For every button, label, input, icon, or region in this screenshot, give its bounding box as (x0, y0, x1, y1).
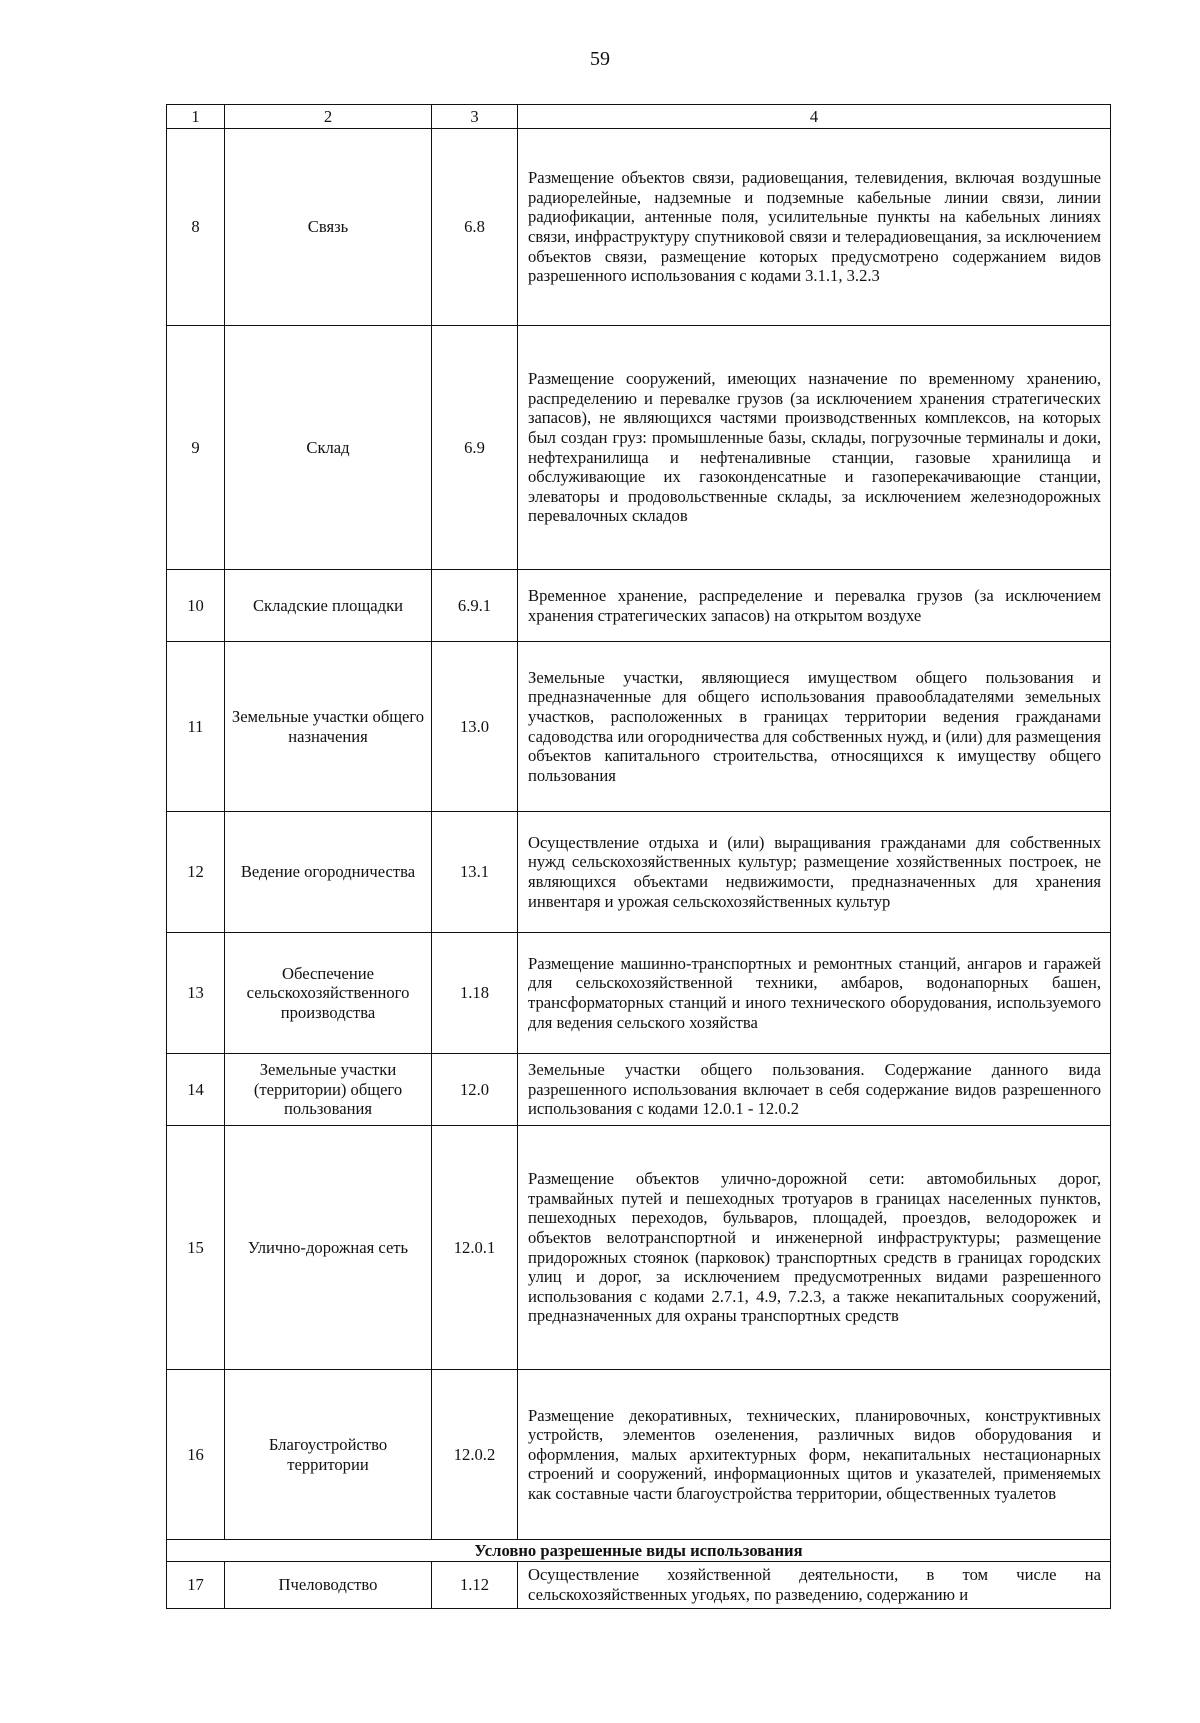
column-number-row (167, 105, 1111, 129)
table-row (167, 1126, 1111, 1370)
row-number: 14 (167, 1054, 225, 1126)
row-number: 15 (167, 1126, 225, 1370)
use-type-description: Временное хранение, распределение и перевалка грузов (за исключением хранения стратегических запасов) на открытом воздухе (518, 570, 1111, 642)
row-number: 10 (167, 570, 225, 642)
section-title: Условно разрешенные виды использования (167, 1540, 1111, 1562)
row-number: 16 (167, 1370, 225, 1540)
use-type-code: 6.9 (432, 326, 518, 570)
use-type-description: Размещение декоративных, технических, планировочных, конструктивных устройств, элементов озеленения, различных видов оборудования и оформления, малых архитектурных форм, некапитальных нестационарных строений и сооружений, информационных щитов и указателей, применяемых как составные части благоустройства территории, общественных туалетов (518, 1370, 1111, 1540)
section-row (167, 1540, 1111, 1562)
use-type-code: 6.8 (432, 129, 518, 326)
use-type-name: Ведение огородничества (225, 812, 432, 933)
table-row (167, 1370, 1111, 1540)
row-number: 11 (167, 642, 225, 812)
row-number: 12 (167, 812, 225, 933)
use-type-name: Склад (225, 326, 432, 570)
column-number: 4 (518, 105, 1111, 129)
table-row (167, 933, 1111, 1054)
use-type-description: Размещение объектов связи, радиовещания, телевидения, включая воздушные радиорелейные, надземные и подземные кабельные линии связи, линии радиофикации, антенные поля, усилительные пункты на кабельных линиях связи, инфраструктуру спутниковой связи и телерадиовещания, за исключением объектов связи, размещение которых предусмотрено содержанием видов разрешенного использования с кодами 3.1.1, 3.2.3 (518, 129, 1111, 326)
row-number: 8 (167, 129, 225, 326)
table-row (167, 129, 1111, 326)
use-type-code: 13.0 (432, 642, 518, 812)
use-type-name: Улично-дорожная сеть (225, 1126, 432, 1370)
table-row (167, 326, 1111, 570)
use-type-code: 12.0.2 (432, 1370, 518, 1540)
column-number: 3 (432, 105, 518, 129)
table-row (167, 1562, 1111, 1609)
page-number: 59 (590, 48, 610, 70)
use-type-code: 1.12 (432, 1562, 518, 1609)
row-number: 9 (167, 326, 225, 570)
column-number: 2 (225, 105, 432, 129)
use-type-name: Земельные участки (территории) общего пользования (225, 1054, 432, 1126)
land-use-table (166, 104, 1111, 1609)
table-row (167, 1054, 1111, 1126)
use-type-description: Размещение сооружений, имеющих назначение по временному хранению, распределению и перевалке грузов (за исключением хранения стратегических запасов), не являющихся частями производственных комплексов, на которых был создан груз: промышленные базы, склады, погрузочные терминалы и доки, нефтехранилища и нефтеналивные станции, газовые хранилища и обслуживающие их газоконденсатные и газоперекачивающие станции, элеваторы и продовольственные склады, за исключением железнодорожных перевалочных складов (518, 326, 1111, 570)
use-type-code: 12.0.1 (432, 1126, 518, 1370)
row-number: 17 (167, 1562, 225, 1609)
use-type-code: 6.9.1 (432, 570, 518, 642)
row-number: 13 (167, 933, 225, 1054)
use-type-description: Осуществление хозяйственной деятельности, в том числе на сельскохозяйственных угодьях, по разведению, содержанию и (518, 1562, 1111, 1609)
use-type-name: Пчеловодство (225, 1562, 432, 1609)
use-type-description: Размещение объектов улично-дорожной сети: автомобильных дорог, трамвайных путей и пешеходных тротуаров в границах населенных пунктов, пешеходных переходов, бульваров, площадей, проездов, велодорожек и объектов велотранспортной и инженерной инфраструктуры; размещение придорожных стоянок (парковок) транспортных средств в границах городских улиц и дорог, за исключением предусмотренных видами разрешенного использования с кодами 2.7.1, 4.9, 7.2.3, а также некапитальных сооружений, предназначенных для охраны транспортных средств (518, 1126, 1111, 1370)
use-type-description: Земельные участки, являющиеся имуществом общего пользования и предназначенные для общего использования правообладателями земельных участков, расположенных в границах территории ведения гражданами садоводства или огородничества для собственных нужд, и (или) для размещения объектов капитального строительства, относящихся к имуществу общего пользования (518, 642, 1111, 812)
column-number: 1 (167, 105, 225, 129)
use-type-name: Земельные участки общего назначения (225, 642, 432, 812)
table-row (167, 812, 1111, 933)
table-row (167, 642, 1111, 812)
use-type-name: Складские площадки (225, 570, 432, 642)
use-type-name: Обеспечение сельскохозяйственного производства (225, 933, 432, 1054)
use-type-code: 12.0 (432, 1054, 518, 1126)
table-row (167, 570, 1111, 642)
use-type-code: 13.1 (432, 812, 518, 933)
use-type-description: Размещение машинно-транспортных и ремонтных станций, ангаров и гаражей для сельскохозяйственной техники, амбаров, водонапорных башен, трансформаторных станций и иного технического оборудования, используемого для ведения сельского хозяйства (518, 933, 1111, 1054)
table-body (167, 105, 1111, 1609)
use-type-description: Земельные участки общего пользования. Содержание данного вида разрешенного использования включает в себя содержание видов разрешенного использования с кодами 12.0.1 - 12.0.2 (518, 1054, 1111, 1126)
use-type-name: Благоустройство территории (225, 1370, 432, 1540)
use-type-code: 1.18 (432, 933, 518, 1054)
use-type-name: Связь (225, 129, 432, 326)
use-type-description: Осуществление отдыха и (или) выращивания гражданами для собственных нужд сельскохозяйственных культур; размещение хозяйственных построек, не являющихся объектами недвижимости, предназначенных для хранения инвентаря и урожая сельскохозяйственных культур (518, 812, 1111, 933)
